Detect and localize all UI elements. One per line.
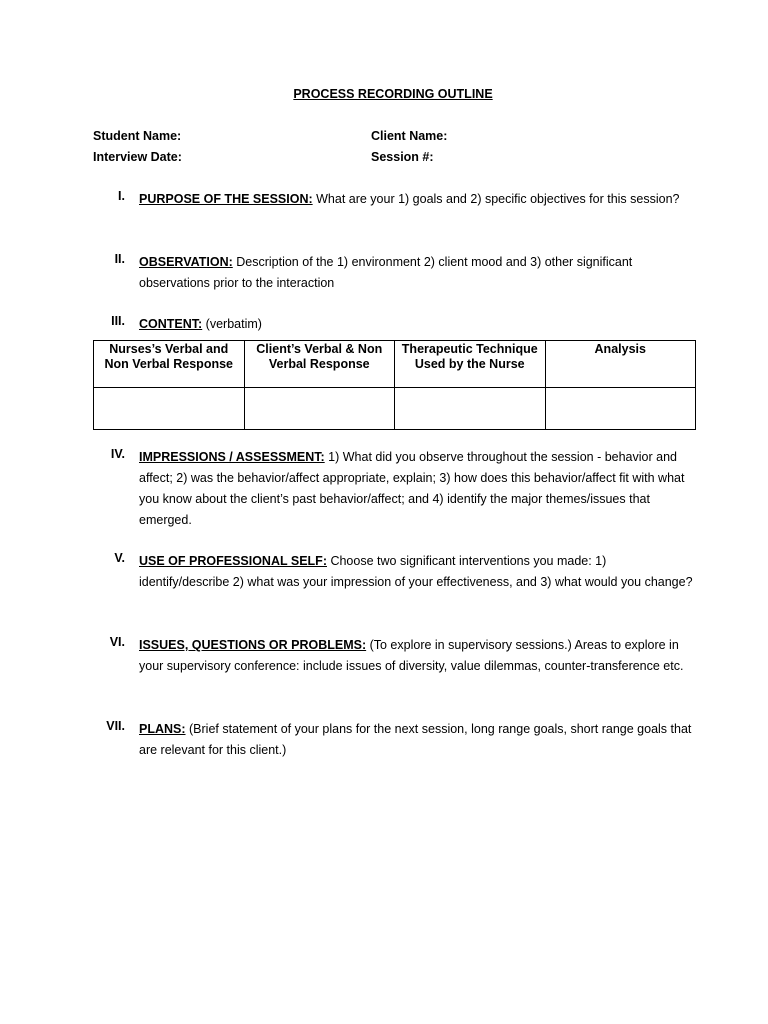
- section-number: I.: [118, 189, 125, 203]
- section-text: (Brief statement of your plans for the next session, long range goals, short range goals that are relevant for this client.): [139, 722, 692, 757]
- section-number: III.: [111, 314, 125, 328]
- section-heading: USE OF PROFESSIONAL SELF:: [139, 554, 327, 568]
- section-number: IV.: [110, 447, 125, 461]
- content-table: [93, 340, 696, 430]
- section-heading: ISSUES, QUESTIONS OR PROBLEMS:: [139, 638, 367, 652]
- section-heading: OBSERVATION:: [139, 255, 233, 269]
- section-heading: PLANS:: [139, 722, 186, 736]
- table-cell: [395, 388, 546, 430]
- interview-date-label: Interview Date:: [93, 150, 182, 164]
- student-name-label: Student Name:: [93, 129, 182, 143]
- section-text: What are your 1) goals and 2) specific objectives for this session?: [312, 192, 680, 206]
- section-body: [139, 314, 699, 335]
- column-header-therapeutic-technique: Therapeutic Technique Used by the Nurse: [395, 341, 546, 388]
- section-text: (verbatim): [202, 317, 262, 331]
- table-row: [94, 388, 696, 430]
- section-number: VII.: [106, 719, 125, 733]
- section-body: [139, 189, 699, 210]
- section-text: (To explore in supervisory sessions.) Areas to explore in your supervisory conference: include issues of diversity, value dilemmas, counter-transference etc.: [139, 638, 684, 673]
- section-number: V.: [114, 551, 125, 565]
- section-heading: IMPRESSIONS / ASSESSMENT:: [139, 450, 325, 464]
- section-text: Choose two significant interventions you made: 1) identify/describe 2) what was your impression of your effectiveness, and 3) what would you change?: [139, 554, 693, 589]
- section-body: [139, 551, 699, 593]
- section-heading: PURPOSE OF THE SESSION:: [139, 192, 313, 206]
- column-header-analysis: Analysis: [545, 341, 696, 388]
- table-cell: [545, 388, 696, 430]
- column-header-nurse-response: Nurses’s Verbal and Non Verbal Response: [94, 341, 245, 388]
- table-cell: [94, 388, 245, 430]
- column-header-client-response: Client’s Verbal & Non Verbal Response: [244, 341, 395, 388]
- document-title: PROCESS RECORDING OUTLINE: [293, 87, 493, 101]
- section-heading: CONTENT:: [139, 317, 203, 331]
- session-number-label: Session #:: [371, 150, 434, 164]
- section-body: [139, 635, 699, 677]
- section-body: [139, 252, 699, 294]
- table-cell: [244, 388, 395, 430]
- client-name-label: Client Name:: [371, 129, 448, 143]
- table-header-row: [94, 341, 696, 388]
- section-number: VI.: [109, 635, 125, 649]
- section-text: 1) What did you observe throughout the session - behavior and affect; 2) was the behavior/affect appropriate, explain; 3) how does this behavior/affect fit with what you know about the client’s past behavior/affect; and 4) identify the major themes/issues that emerged.: [139, 450, 685, 527]
- section-number: II.: [114, 252, 125, 266]
- section-body: [139, 447, 699, 531]
- section-text: Description of the 1) environment 2) client mood and 3) other significant observations prior to the interaction: [139, 255, 633, 290]
- section-body: [139, 719, 699, 761]
